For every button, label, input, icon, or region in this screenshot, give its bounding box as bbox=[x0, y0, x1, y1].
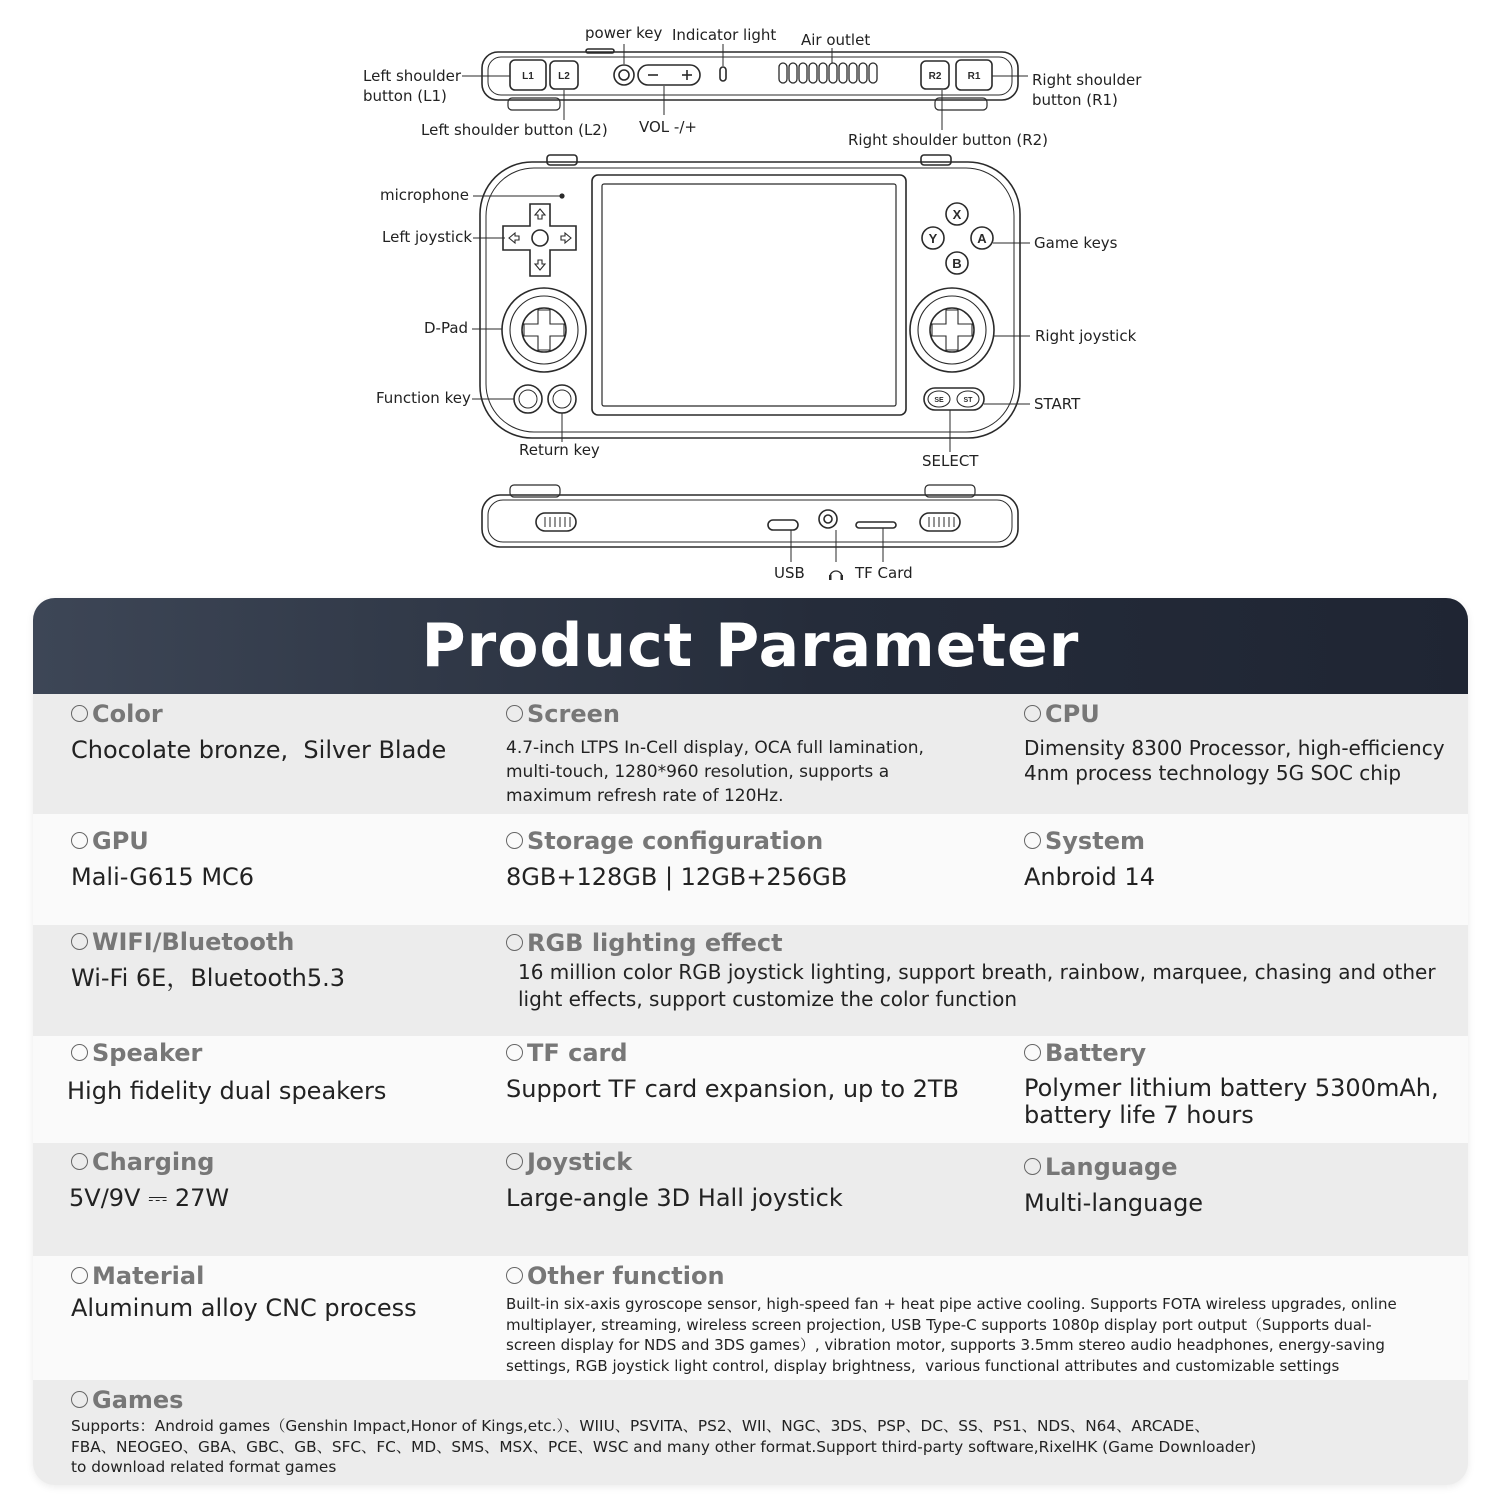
param-value: Aluminum alloy CNC process bbox=[71, 1294, 417, 1322]
l1-mark: L1 bbox=[522, 71, 534, 82]
param-screen bbox=[506, 700, 1006, 808]
panel-header bbox=[33, 598, 1468, 694]
param-title: RGB lighting effect bbox=[506, 929, 1456, 957]
start-label: START bbox=[1034, 395, 1081, 413]
circle-bullet-icon bbox=[506, 934, 523, 951]
front-view bbox=[472, 155, 1030, 452]
circle-bullet-icon bbox=[71, 1267, 88, 1284]
param-title: CPU bbox=[1024, 700, 1464, 728]
param-title: Color bbox=[71, 700, 491, 728]
circle-bullet-icon bbox=[71, 705, 88, 722]
function-key-label: Function key bbox=[376, 389, 471, 407]
param-speaker bbox=[67, 1039, 487, 1106]
param-charging bbox=[69, 1148, 489, 1213]
param-value: Supports：Android games（Genshin Impact,Honor of Kings,etc.）、WIIU、PSVITA、PS2、WII、NGC、3DS、PSP、DC、SS、PS1、NDS、N64、ARCADE、 FBA、NEOGEO、GBA、GBC、GB、SFC、FC、MD、SMS、MSX、PCE、WSC and many other format.Support third-party software,RixelHK (Game Downloader) to download related format games bbox=[71, 1417, 1257, 1476]
a-mark: A bbox=[977, 231, 987, 246]
param-row bbox=[33, 1380, 1468, 1485]
param-value: Dimensity 8300 Processor, high-efficiency 4nm process technology 5G SOC chip bbox=[1024, 736, 1445, 785]
panel-title: Product Parameter bbox=[421, 611, 1080, 681]
r2-mark: R2 bbox=[928, 71, 942, 82]
circle-bullet-icon bbox=[71, 832, 88, 849]
right-stick bbox=[910, 288, 994, 372]
param-language bbox=[1024, 1153, 1464, 1218]
param-title: GPU bbox=[71, 827, 491, 855]
b-mark: B bbox=[952, 256, 962, 271]
circle-bullet-icon bbox=[1024, 832, 1041, 849]
param-value: Chocolate bronze, Silver Blade bbox=[71, 736, 447, 764]
param-storage bbox=[506, 827, 1006, 892]
headphone-icon bbox=[830, 571, 842, 577]
air-outlet-label: Air outlet bbox=[801, 31, 871, 49]
param-value: Multi-language bbox=[1024, 1189, 1204, 1217]
se-mark: SE bbox=[934, 397, 944, 404]
param-value: Wi-Fi 6E，Bluetooth5.3 bbox=[71, 964, 345, 992]
return-key-label: Return key bbox=[519, 441, 600, 459]
param-other-function bbox=[506, 1262, 1461, 1376]
param-joystick bbox=[506, 1148, 1006, 1213]
circle-bullet-icon bbox=[506, 1044, 523, 1061]
usb-port bbox=[768, 520, 798, 530]
param-title: TF card bbox=[506, 1039, 1006, 1067]
param-title: Material bbox=[71, 1262, 491, 1290]
air-outlet-vents bbox=[779, 63, 877, 83]
circle-bullet-icon bbox=[71, 933, 88, 950]
headphone-jack bbox=[819, 510, 837, 528]
param-rgb bbox=[506, 929, 1456, 1013]
param-value: Large-angle 3D Hall joystick bbox=[506, 1184, 843, 1212]
microphone-hole bbox=[560, 194, 564, 198]
circle-bullet-icon bbox=[506, 1153, 523, 1170]
param-title: Storage configuration bbox=[506, 827, 1006, 855]
usb-label: USB bbox=[774, 564, 805, 582]
param-title: Language bbox=[1024, 1153, 1464, 1181]
select-start-buttons bbox=[924, 388, 984, 410]
device-diagram bbox=[0, 0, 1500, 600]
x-mark: X bbox=[952, 207, 962, 222]
indicator-light-label: Indicator light bbox=[672, 26, 777, 44]
param-title: Charging bbox=[69, 1148, 489, 1176]
param-title: Games bbox=[71, 1386, 1461, 1414]
power-key-icon bbox=[614, 65, 634, 85]
param-row bbox=[33, 1256, 1468, 1380]
game-keys-label: Game keys bbox=[1034, 234, 1118, 252]
param-tf-card bbox=[506, 1039, 1006, 1104]
circle-bullet-icon bbox=[71, 1153, 88, 1170]
param-color bbox=[71, 700, 491, 765]
param-title: WIFI/Bluetooth bbox=[71, 928, 491, 956]
circle-bullet-icon bbox=[1024, 1158, 1041, 1175]
param-row bbox=[33, 694, 1468, 814]
l2-mark: L2 bbox=[558, 71, 570, 82]
right-joystick-label: Right joystick bbox=[1035, 327, 1137, 345]
param-value: 4.7-inch LTPS In-Cell display, OCA full lamination, multi-touch, 1280*960 resolution, supports a maximum refresh rate of 120Hz. bbox=[506, 738, 924, 806]
param-value: 8GB+128GB | 12GB+256GB bbox=[506, 863, 848, 891]
circle-bullet-icon bbox=[506, 705, 523, 722]
param-title: System bbox=[1024, 827, 1464, 855]
tf-card-slot bbox=[856, 522, 896, 528]
circle-bullet-icon bbox=[1024, 705, 1041, 722]
param-value: Support TF card expansion, up to 2TB bbox=[506, 1075, 960, 1103]
power-key-label: power key bbox=[585, 24, 663, 42]
param-material bbox=[71, 1262, 491, 1323]
param-value: 16 million color RGB joystick lighting, support breath, rainbow, marquee, chasing and other light effects, support customize the color function bbox=[518, 960, 1436, 1011]
right-shoulder-r1-label: Right shoulder button (R1) bbox=[1032, 71, 1142, 109]
param-value: Built-in six-axis gyroscope sensor, high-speed fan + heat pipe active cooling. Supports FOTA wireless upgrades, online multiplayer, streaming, wireless screen projection, USB Type-C supports 1080p display port output（Supports dual- screen display for NDS and 3DS games）, vibration motor, supports 3.5mm stereo audio headphones, energy-saving settings, RGB joystick light control, display brightness, various functional attributes and customizable settings bbox=[506, 1295, 1397, 1375]
screen bbox=[592, 175, 906, 415]
param-row bbox=[33, 814, 1468, 925]
y-mark: Y bbox=[928, 231, 938, 246]
param-value: Anbroid 14 bbox=[1024, 863, 1155, 891]
param-value: 5V/9V ⎓ 27W bbox=[69, 1184, 230, 1212]
circle-bullet-icon bbox=[506, 1267, 523, 1284]
left-stick bbox=[502, 288, 586, 372]
return-key bbox=[548, 385, 576, 413]
tf-card-label: TF Card bbox=[855, 564, 913, 582]
device-drawing bbox=[0, 0, 1500, 600]
param-value: High fidelity dual speakers bbox=[67, 1077, 387, 1105]
param-row bbox=[33, 1036, 1468, 1143]
left-shoulder-l1-label: Left shoulder button (L1) bbox=[363, 67, 462, 105]
bottom-view bbox=[482, 485, 1018, 580]
param-row bbox=[33, 1143, 1468, 1256]
right-shoulder-r2-label: Right shoulder button (R2) bbox=[848, 131, 1049, 149]
st-mark: ST bbox=[963, 397, 973, 404]
left-joystick-label: Left joystick bbox=[382, 228, 473, 246]
left-shoulder-l2-label: Left shoulder button (L2) bbox=[421, 121, 608, 139]
param-gpu bbox=[71, 827, 491, 892]
indicator-light bbox=[720, 67, 726, 81]
function-key bbox=[514, 385, 542, 413]
param-battery bbox=[1024, 1039, 1464, 1129]
r1-mark: R1 bbox=[967, 71, 981, 82]
product-parameter-panel bbox=[33, 598, 1468, 1485]
param-title: Other function bbox=[506, 1262, 1461, 1290]
circle-bullet-icon bbox=[1024, 1044, 1041, 1061]
param-system bbox=[1024, 827, 1464, 892]
param-title: Screen bbox=[506, 700, 1006, 728]
param-title: Speaker bbox=[67, 1039, 487, 1067]
param-games bbox=[71, 1386, 1461, 1478]
top-view bbox=[462, 44, 1028, 130]
param-value: Mali-G615 MC6 bbox=[71, 863, 255, 891]
vol-label: VOL -/+ bbox=[639, 118, 697, 136]
param-value: Polymer lithium battery 5300mAh, battery life 7 hours bbox=[1024, 1074, 1439, 1129]
param-wifi bbox=[71, 928, 491, 993]
param-title: Joystick bbox=[506, 1148, 1006, 1176]
microphone-label: microphone bbox=[380, 186, 469, 204]
param-title: Battery bbox=[1024, 1039, 1464, 1067]
select-label: SELECT bbox=[922, 452, 979, 470]
param-row bbox=[33, 925, 1468, 1036]
circle-bullet-icon bbox=[506, 832, 523, 849]
param-cpu bbox=[1024, 700, 1464, 786]
d-pad-label: D-Pad bbox=[424, 319, 469, 337]
circle-bullet-icon bbox=[71, 1044, 88, 1061]
circle-bullet-icon bbox=[71, 1391, 88, 1408]
